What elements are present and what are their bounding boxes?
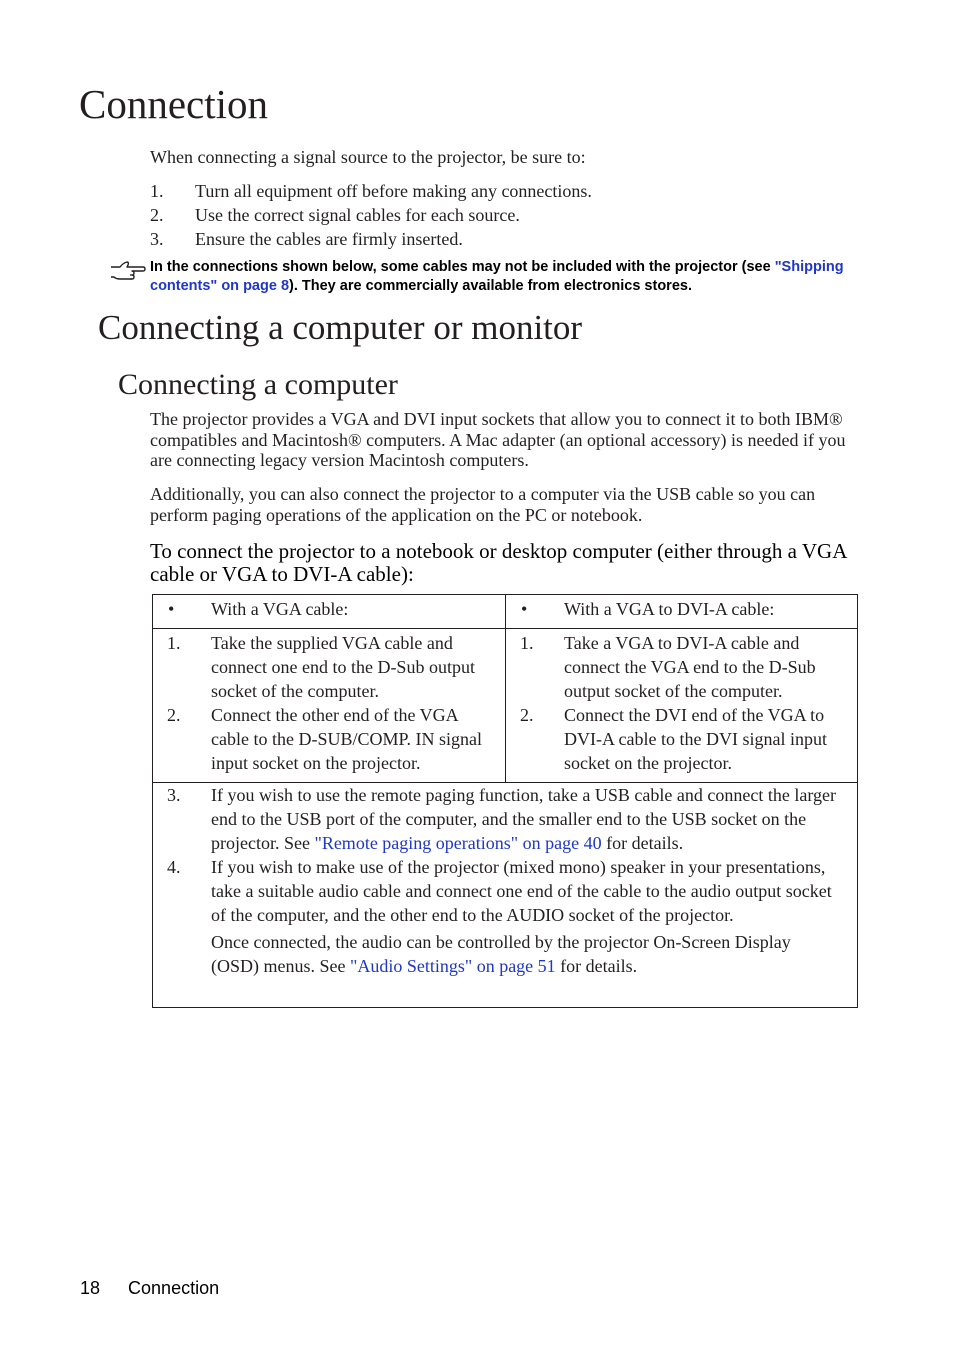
list-number: 2.	[150, 205, 164, 225]
list-item	[153, 631, 505, 703]
table-cell	[505, 629, 857, 782]
list-item	[153, 703, 505, 775]
paragraph-inputs: The projector provides a VGA and DVI input sockets that allow you to connect it to both IBM® compatibles and Macintosh® computers. A Mac adapter (an optional accessory) is needed if you are connecting legacy version Macintosh computers.	[150, 409, 846, 470]
note-text-after: ). They are commercially available from electronics stores.	[289, 278, 692, 294]
list-item	[506, 631, 857, 703]
table-cell	[153, 595, 505, 628]
list-item	[150, 227, 592, 251]
list-item	[506, 595, 857, 621]
followup-text-after: for details.	[555, 956, 638, 976]
list-item-text: Ensure the cables are firmly inserted.	[195, 229, 463, 249]
list-item-text: Connect the other end of the VGA cable to the D-SUB/COMP. IN signal input socket on the projector.	[211, 705, 482, 773]
list-item-text: If you wish to use the remote paging function, take a USB cable and connect the larger end to the USB port of the computer, and the smaller end to the USB socket on the projector. See	[211, 785, 836, 853]
table-row	[153, 629, 857, 783]
paragraph-usb: Additionally, you can also connect the projector to a computer via the USB cable so you can perform paging operations of the application on the PC or notebook.	[150, 484, 816, 525]
table-cell	[153, 783, 857, 1007]
footer-chapter: Connection	[128, 1278, 220, 1298]
precaution-list	[150, 179, 592, 251]
list-item-text: for details.	[601, 833, 684, 853]
list-number: 1.	[150, 181, 164, 201]
list-item	[153, 783, 857, 855]
connection-table	[152, 594, 858, 1008]
list-number: 1.	[167, 633, 181, 653]
subsection-title: Connecting a computer	[118, 368, 398, 401]
section-title: Connecting a computer or monitor	[98, 308, 583, 347]
list-number: 1.	[520, 633, 534, 653]
note-text-before: In the connections shown below, some cables may not be included with the projector (see	[150, 259, 775, 275]
list-item	[153, 595, 505, 621]
chapter-title: Connection	[79, 81, 269, 127]
list-item	[150, 203, 592, 227]
list-item-text: Take a VGA to DVI-A cable and connect the VGA end to the D-Sub output socket of the computer.	[564, 633, 816, 701]
list-number: 2.	[520, 705, 534, 725]
list-number: 3.	[150, 229, 164, 249]
list-item	[506, 703, 857, 775]
list-item-text: Take the supplied VGA cable and connect one end to the D-Sub output socket of the computer.	[211, 633, 475, 701]
bullet: •	[521, 599, 528, 619]
list-item	[153, 855, 857, 927]
list-item-text: If you wish to make use of the projector (mixed mono) speaker in your presentations, take a suitable audio cable and connect one end of the cable to the audio output socket of the computer, and the other end to the AUDIO socket of the projector.	[211, 857, 832, 925]
dvi-cable-heading: With a VGA to DVI-A cable:	[564, 599, 775, 619]
list-item-text: Connect the DVI end of the VGA to DVI-A cable to the DVI signal input socket on the projector.	[564, 705, 827, 773]
vga-cable-heading: With a VGA cable:	[211, 599, 349, 619]
procedure-title: To connect the projector to a notebook or desktop computer (either through a VGA cable or VGA to DVI-A cable):	[150, 539, 847, 586]
table-row	[153, 783, 857, 1007]
table-cell	[153, 629, 505, 782]
page-footer	[80, 1277, 219, 1299]
bullet: •	[168, 599, 175, 619]
list-number: 2.	[167, 705, 181, 725]
followup-text-before: Once connected, the audio can be controlled by the projector On-Screen Display (OSD) menus. See	[211, 932, 791, 976]
list-number: 3.	[167, 785, 181, 805]
list-number: 4.	[167, 857, 181, 877]
note-text	[150, 258, 850, 296]
followup-text	[153, 930, 857, 978]
page-number: 18	[80, 1278, 101, 1298]
shipping-contents-link[interactable]: "Shipping contents" on page 8	[150, 259, 844, 294]
intro-text: When connecting a signal source to the projector, be sure to:	[150, 147, 586, 167]
remote-paging-link[interactable]: "Remote paging operations" on page 40	[314, 833, 602, 853]
table-cell	[505, 595, 857, 628]
table-header-row	[153, 595, 857, 629]
pointing-hand-icon	[110, 260, 146, 282]
audio-settings-link[interactable]: "Audio Settings" on page 51	[349, 956, 556, 976]
list-item-text: Use the correct signal cables for each source.	[195, 205, 520, 225]
list-item	[150, 179, 592, 203]
list-item-text: Turn all equipment off before making any connections.	[195, 181, 592, 201]
